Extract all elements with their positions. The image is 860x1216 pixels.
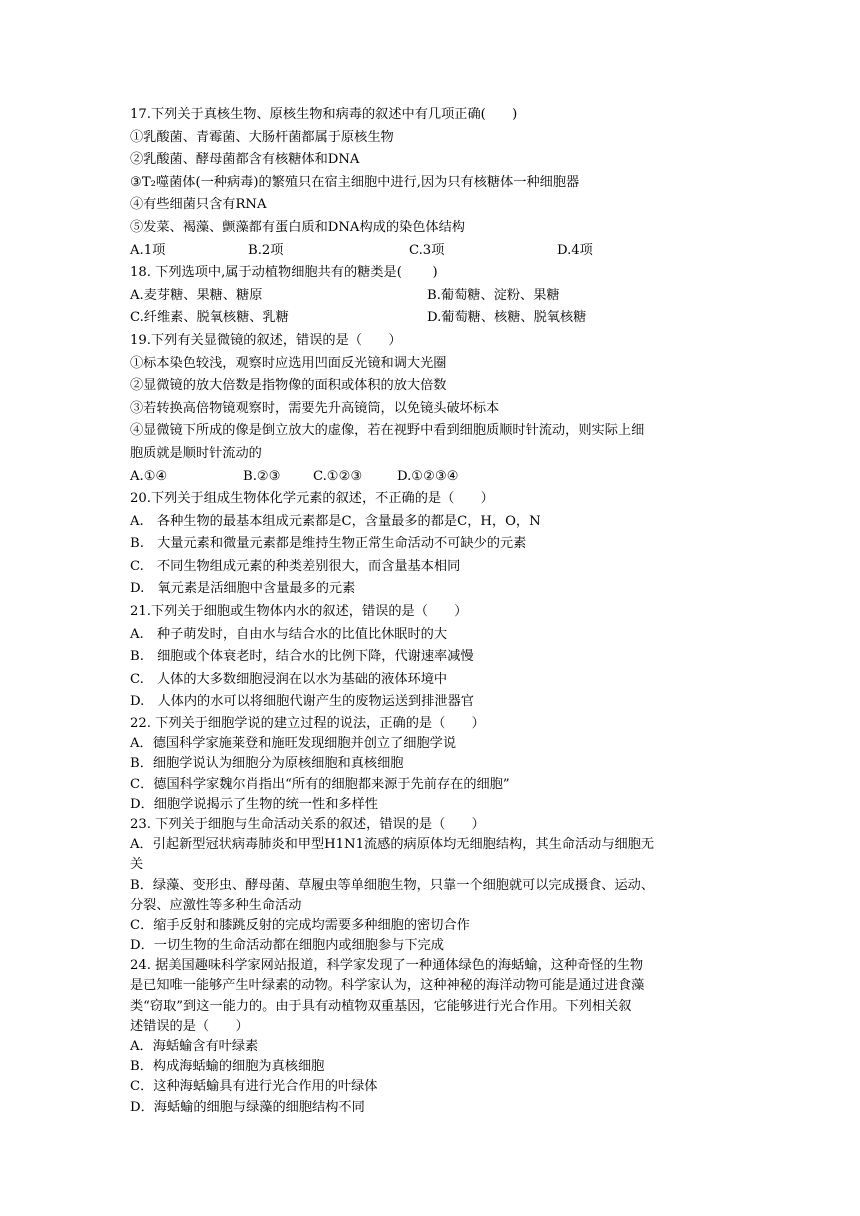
statement-item: ⑤发菜、褐藻、颤藻都有蛋白质和DNA构成的染色体结构 [130, 219, 465, 235]
answer-options-row [130, 285, 740, 308]
statement-item: ①乳酸菌、青霉菌、大肠杆菌都属于原核生物 [130, 129, 394, 145]
statement-item: ②乳酸菌、酵母菌都含有核糖体和DNA [130, 152, 360, 168]
question-stem: 19.下列有关显微镜的叙述，错误的是（ ） [130, 332, 402, 348]
statement-item: ①标本染色较浅，观察时应选用凹面反光镜和调大光圈 [130, 355, 447, 371]
statement-item: ④有些细菌只含有RNA [130, 197, 267, 213]
question-stem: 18. 下列选项中,属于动植物细胞共有的糖类是( ) [130, 265, 438, 281]
question-17 [130, 104, 740, 262]
option-a: A.①④ [130, 468, 168, 484]
question-24 [130, 956, 740, 1118]
option-a: A．引起新型冠状病毒肺炎和甲型H1N1流感的病原体均无细胞结构，其生命活动与细胞无 [130, 837, 655, 853]
question-23 [130, 815, 740, 956]
question-stem: 17.下列关于真核生物、原核生物和病毒的叙述中有几项正确( ) [130, 107, 518, 122]
option-b: B. 细胞或个体衰老时，结合水的比例下降，代谢速率减慢 [130, 649, 474, 665]
option-d: D．一切生物的生命活动都在细胞内或细胞参与下完成 [130, 938, 444, 954]
question-stem: 21.下列关于细胞或生物体内水的叙述，错误的是（ ） [130, 604, 468, 620]
question-21 [130, 601, 740, 714]
question-stem: 20.下列关于组成生物体化学元素的叙述，不正确的是（ ） [130, 491, 494, 507]
question-19 [130, 330, 740, 488]
question-stem-continued: 是已知唯一能够产生叶绿素的动物。科学家认为，这种神秘的海洋动物可能是通过进食藻 [130, 978, 645, 994]
option-c: C. 不同生物组成元素的种类差别很大，而含量基本相同 [130, 558, 461, 574]
option-a: A．海蛞蝓含有叶绿素 [130, 1039, 259, 1055]
option-a: A.麦芽糖、果糖、糖原 [130, 287, 263, 303]
option-d: D. 人体内的水可以将细胞代谢产生的废物运送到排泄器官 [130, 694, 474, 710]
option-c: C.①②③ [313, 468, 363, 484]
answer-options [130, 240, 740, 263]
option-c: C.纤维素、脱氧核糖、乳糖 [130, 310, 289, 326]
option-a: A.1项 [130, 242, 166, 258]
option-a: A. 各种生物的最基本组成元素都是C，含量最多的都是C，H，O，N [130, 513, 541, 529]
exam-page [130, 104, 740, 1118]
option-d: D.葡萄糖、核糖、脱氧核糖 [427, 310, 587, 326]
statement-item: ④显微镜下所成的像是倒立放大的虚像，若在视野中看到细胞质顺时针流动，则实际上细 [130, 423, 645, 439]
question-stem-continued: 类“窃取”到这一能力的。由于具有动植物双重基因，它能够进行光合作用。下列相关叙 [130, 998, 632, 1014]
option-b: B．细胞学说认为细胞分为原核细胞和真核细胞 [130, 756, 404, 772]
option-b: B. 大量元素和微量元素都是维持生物正常生命活动不可缺少的元素 [130, 536, 527, 552]
option-c: C．缩手反射和膝跳反射的完成均需要多种细胞的密切合作 [130, 917, 470, 933]
option-d: D.4项 [557, 242, 593, 258]
question-stem: 22. 下列关于细胞学说的建立过程的说法，正确的是（ ） [130, 716, 485, 732]
question-18 [130, 262, 740, 330]
option-a-continued: 关 [130, 857, 144, 873]
option-a: A. 种子萌发时，自由水与结合水的比值比休眠时的大 [130, 626, 448, 642]
statement-item: ③T₂噬菌体(一种病毒)的繁殖只在宿主细胞中进行,因为只有核糖体一种细胞器 [130, 174, 580, 190]
statement-item: ③若转换高倍物镜观察时，需要先升高镜筒，以免镜头破坏标本 [130, 400, 500, 416]
option-d: D．细胞学说揭示了生物的统一性和多样性 [130, 796, 378, 812]
answer-options-row [130, 307, 740, 330]
option-a: A．德国科学家施莱登和施旺发现细胞并创立了细胞学说 [130, 736, 457, 752]
option-c: C．这种海蛞蝓具有进行光合作用的叶绿体 [130, 1079, 378, 1095]
option-d: D. 氧元素是活细胞中含量最多的元素 [130, 581, 356, 597]
option-c: C．德国科学家魏尔肖指出“所有的细胞都来源于先前存在的细胞” [130, 776, 510, 792]
question-stem: 24. 据美国趣味科学家网站报道，科学家发现了一种通体绿色的海蛞蝓，这种奇怪的生物 [130, 958, 644, 974]
option-d: D.①②③④ [397, 468, 459, 484]
statement-item: ②显微镜的放大倍数是指物像的面积或体积的放大倍数 [130, 378, 447, 394]
option-c: C.3项 [409, 242, 445, 258]
option-c: C. 人体的大多数细胞浸润在以水为基础的液体环境中 [130, 671, 448, 687]
option-b-continued: 分裂、应激性等多种生命活动 [130, 897, 302, 913]
option-b: B．构成海蛞蝓的细胞为真核细胞 [130, 1059, 325, 1075]
statement-item-continued: 胞质就是顺时针流动的 [130, 445, 262, 461]
option-b: B.②③ [243, 468, 281, 484]
option-d: D．海蛞蝓的细胞与绿藻的细胞结构不同 [130, 1099, 365, 1115]
option-b: B．绿藻、变形虫、酵母菌、草履虫等单细胞生物，只靠一个细胞就可以完成摄食、运动、 [130, 877, 654, 893]
option-b: B.葡萄糖、淀粉、果糖 [427, 287, 560, 303]
question-stem-continued: 述错误的是（ ） [130, 1018, 249, 1034]
option-b: B.2项 [248, 242, 284, 258]
question-22 [130, 714, 740, 815]
question-20 [130, 488, 740, 601]
question-stem: 23. 下列关于细胞与生命活动关系的叙述，错误的是（ ） [130, 816, 485, 832]
answer-options [130, 466, 740, 489]
